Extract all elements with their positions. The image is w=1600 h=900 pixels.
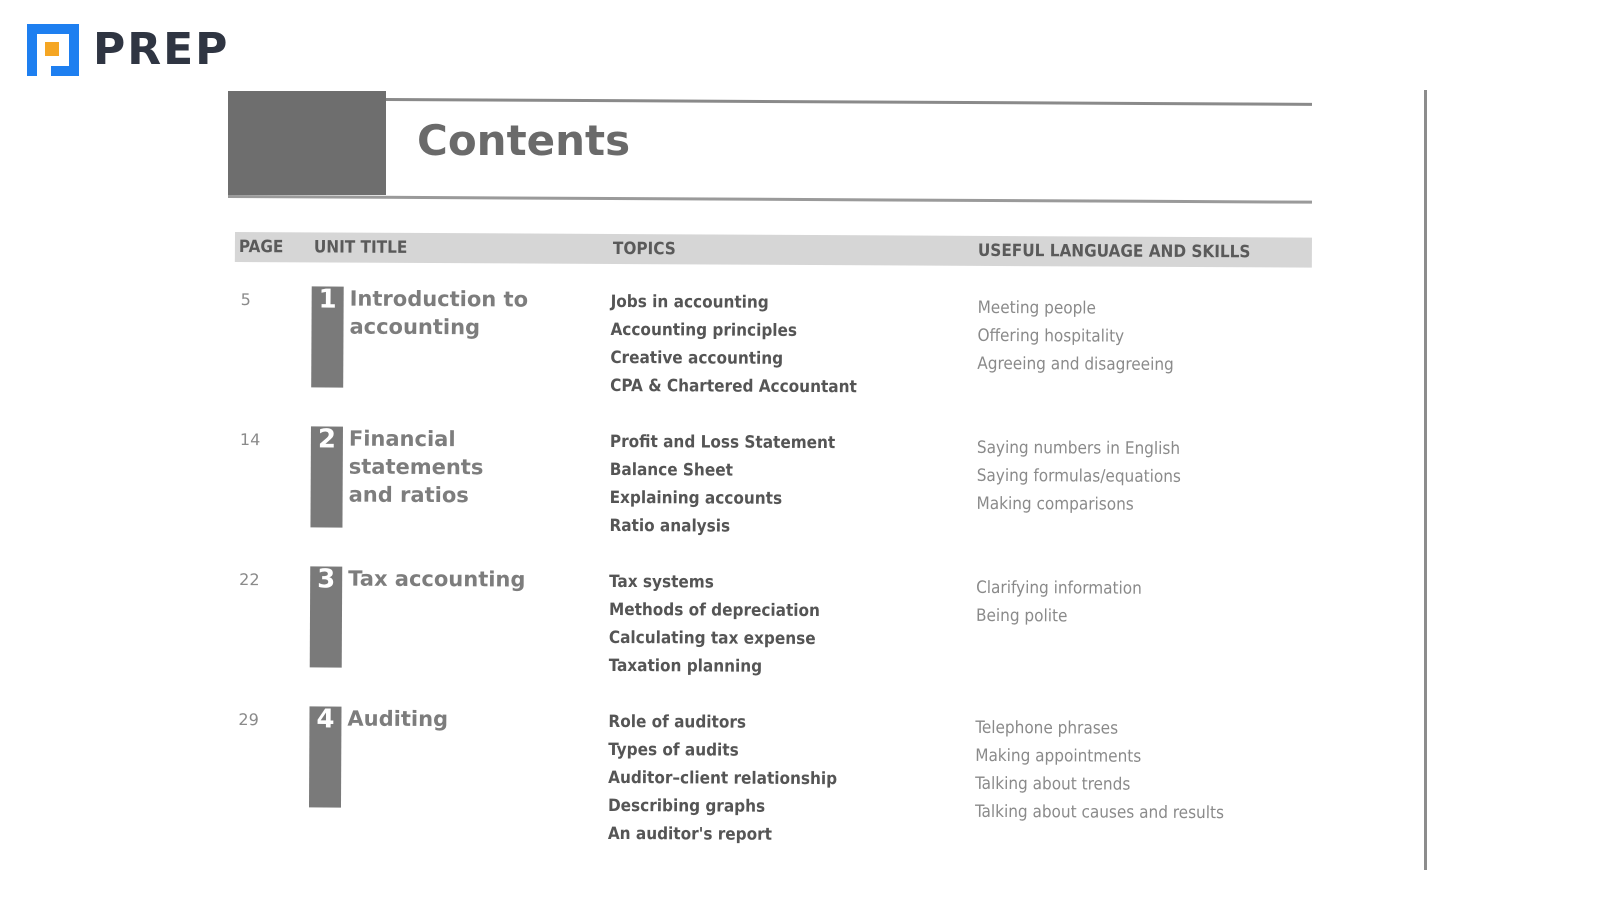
unit-page-number: 22: [239, 570, 260, 590]
header-rule-top: [386, 98, 1312, 106]
unit-row-1: [234, 282, 1312, 418]
unit-number: 1: [318, 284, 337, 315]
logo-text: PREP: [93, 24, 230, 75]
skill-item: Being polite: [975, 605, 1068, 627]
contents-title: Contents: [417, 116, 631, 165]
topic-item: Ratio analysis: [609, 515, 731, 537]
topic-item: Profit and Loss Statement: [609, 431, 836, 454]
skill-item: Offering hospitality: [977, 325, 1125, 347]
topic-item: Role of auditors: [608, 711, 747, 733]
column-header-row: [235, 232, 1312, 268]
topic-item: Types of audits: [608, 739, 739, 761]
unit-number: 3: [317, 564, 336, 595]
unit-skills-list: [977, 294, 1174, 379]
header-rule-bottom: [228, 195, 1312, 204]
skill-item: Making appointments: [975, 745, 1142, 767]
unit-title: Financial statements and ratios: [348, 426, 484, 508]
topic-item: Taxation planning: [608, 655, 763, 677]
topic-item: Balance Sheet: [609, 459, 733, 481]
skill-item: Saying numbers in English: [976, 437, 1181, 459]
unit-skills-list: [977, 434, 1182, 519]
topic-item: Methods of depreciation: [608, 599, 821, 622]
skill-item: Saying formulas/equations: [976, 465, 1181, 487]
unit-topics-list: [608, 708, 838, 849]
topic-item: Calculating tax expense: [608, 627, 816, 650]
unit-title: Auditing: [347, 706, 449, 732]
topic-item: Describing graphs: [607, 795, 766, 817]
unit-topics-list: [609, 428, 835, 541]
column-header-page: PAGE: [238, 237, 284, 258]
skill-item: Clarifying information: [976, 577, 1142, 599]
topic-item: An auditor's report: [607, 823, 773, 845]
skill-item: Telephone phrases: [975, 717, 1119, 739]
topic-item: Explaining accounts: [609, 487, 783, 509]
skill-item: Meeting people: [977, 297, 1097, 319]
unit-row-3: [233, 562, 1311, 698]
topic-item: Jobs in accounting: [610, 291, 769, 313]
column-header-topics: TOPICS: [612, 238, 676, 260]
unit-title: Introduction to accounting: [349, 286, 529, 340]
unit-topics-list: [609, 568, 821, 681]
topic-item: CPA & Chartered Accountant: [610, 375, 857, 398]
contents-table: [232, 232, 1312, 858]
header-block: [228, 91, 386, 195]
unit-number: 2: [317, 424, 337, 455]
topic-item: Auditor–client relationship: [608, 767, 838, 790]
topic-item: Tax systems: [609, 571, 714, 593]
skill-item: Talking about causes and results: [974, 801, 1225, 824]
unit-row-4: [232, 702, 1310, 858]
unit-number: 4: [316, 704, 335, 735]
skill-item: Making comparisons: [976, 493, 1134, 515]
skill-item: Agreeing and disagreeing: [977, 353, 1174, 375]
page-edge-divider: [1424, 90, 1427, 870]
topic-item: Accounting principles: [610, 319, 798, 341]
skill-item: Talking about trends: [975, 773, 1131, 795]
unit-skills-list: [975, 714, 1225, 827]
unit-title: Tax accounting: [348, 566, 526, 592]
topic-item: Creative accounting: [610, 347, 784, 369]
unit-row-2: [233, 422, 1311, 558]
prep-logo[interactable]: [23, 20, 229, 80]
unit-page-number: 14: [239, 430, 261, 450]
unit-skills-list: [976, 574, 1142, 631]
unit-page-number: 5: [240, 290, 251, 310]
unit-page-number: 29: [238, 710, 259, 730]
unit-topics-list: [610, 288, 857, 401]
prep-logo-icon: [23, 20, 83, 80]
column-header-skills: USEFUL LANGUAGE AND SKILLS: [977, 240, 1251, 263]
column-header-unit-title: UNIT TITLE: [313, 237, 408, 258]
